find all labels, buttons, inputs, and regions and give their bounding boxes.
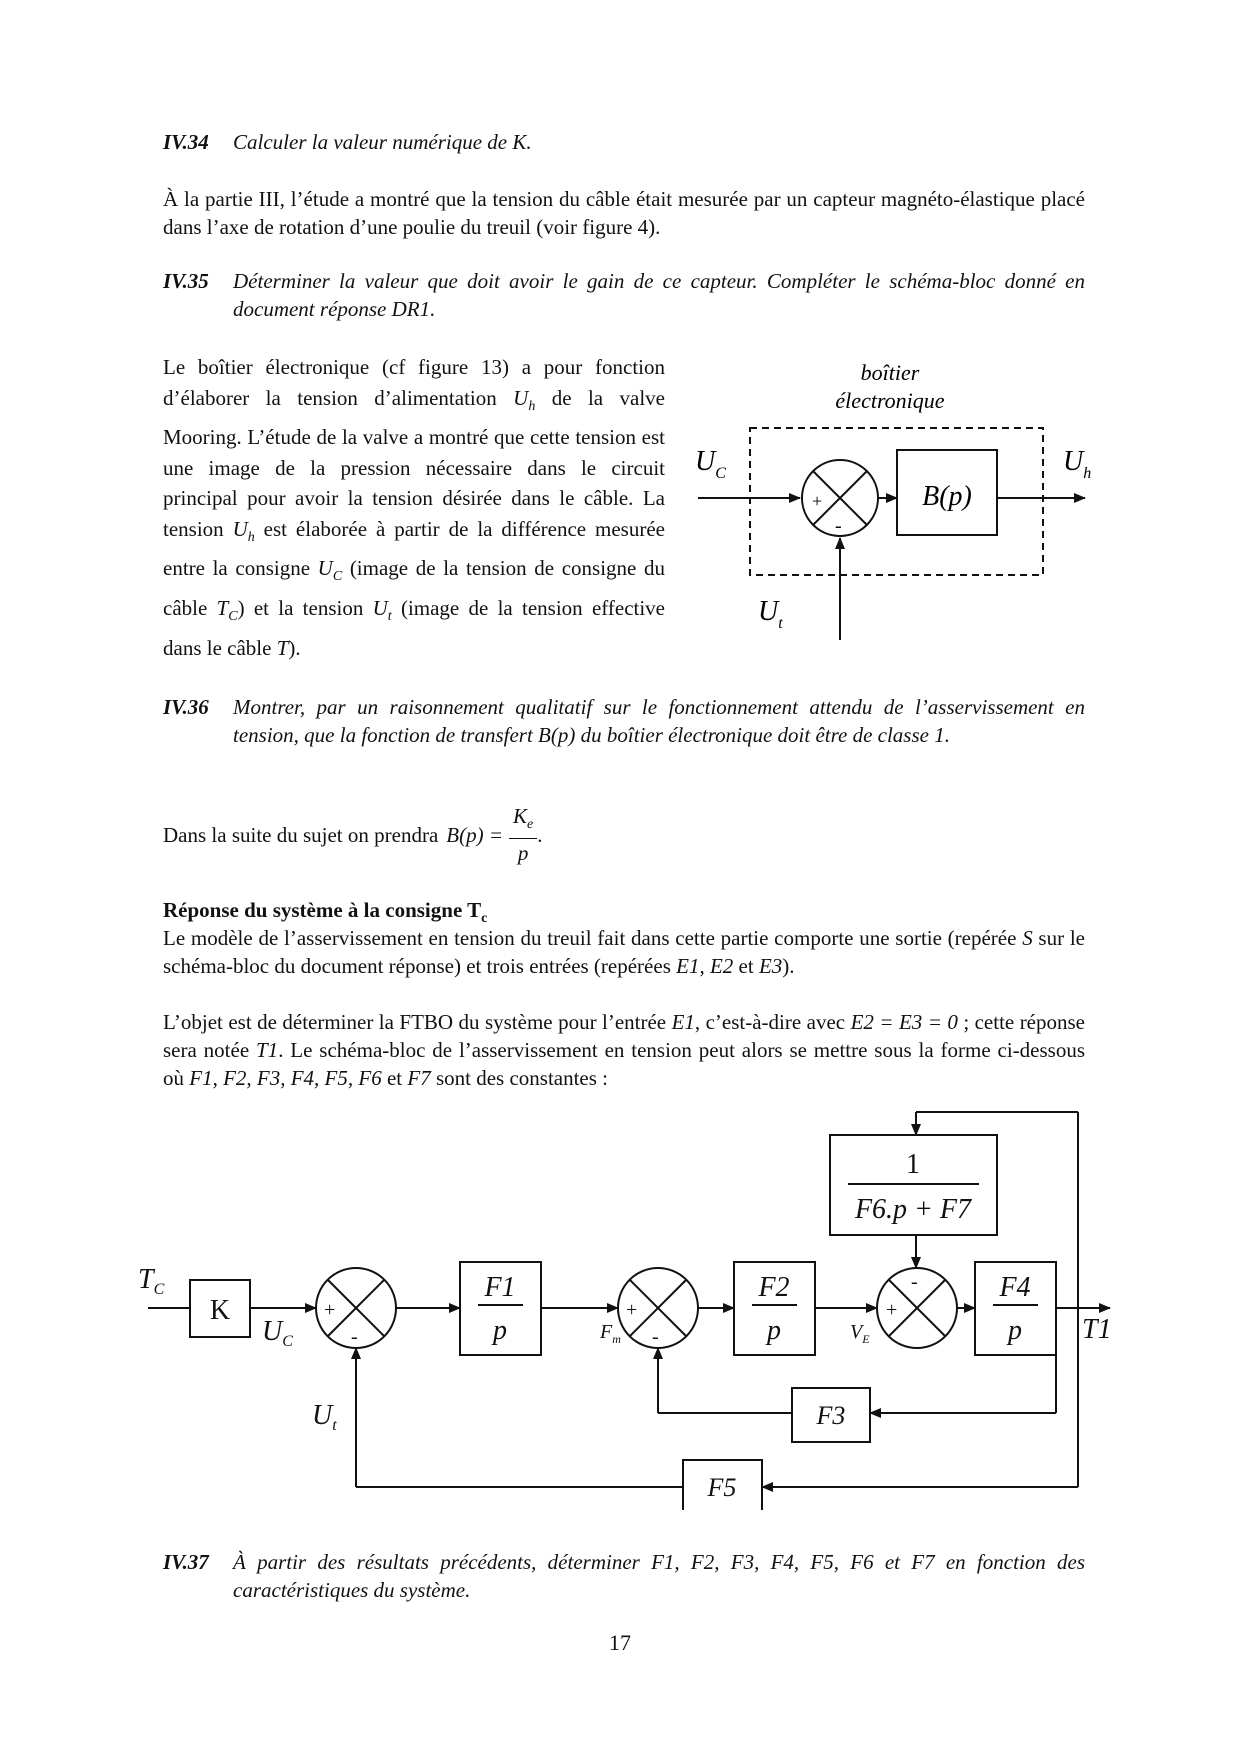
question-text: Déterminer la valeur que doit avoir le gain de ce capteur. Compléter le schéma-bloc donné en document réponse DR1.: [233, 269, 1085, 321]
page-number: 17: [609, 1630, 631, 1655]
svg-text:+: +: [886, 1299, 898, 1321]
label-t1: T1: [1082, 1314, 1112, 1345]
svg-text:+: +: [324, 1299, 336, 1321]
paragraph-model: Le modèle de l’asservissement en tension du treuil fait dans cette partie comporte une sortie (repérée S sur le schéma-bloc du document réponse) et trois entrées (repérées E1, E2 et E3).: [163, 926, 1085, 978]
boitier-diagram: [680, 350, 1120, 660]
f1-num: F1: [484, 1272, 516, 1303]
block-diagram: [0, 1090, 1240, 1510]
question-iv35: [163, 267, 1085, 323]
question-number: IV.36: [163, 695, 209, 719]
section-title: Réponse du système à la consigne $T_c$: [163, 898, 488, 927]
question-text: Montrer, par un raisonnement qualitatif sur le fonctionnement attendu de l’asservissement en tension, que la fonction de transfert B(p) du boîtier électronique doit être de classe 1.: [233, 695, 1085, 747]
block-f5-label: F5: [707, 1473, 737, 1502]
f4-num: F4: [999, 1272, 1031, 1303]
formula-line: Dans la suite du sujet on prendra B(p) = $\frac{K_e}{p}$ .: [163, 803, 543, 866]
block-b-p-label: B(p): [922, 481, 972, 512]
label-fm: $F_m$: [600, 1321, 621, 1346]
label-uc: $U_C$: [262, 1316, 293, 1350]
question-number: IV.34: [163, 130, 209, 154]
question-number: IV.37: [163, 1550, 209, 1574]
question-iv34: [163, 128, 1085, 156]
question-iv36: [163, 693, 1085, 749]
block-f3-label: F3: [816, 1401, 846, 1430]
question-number: IV.35: [163, 269, 209, 293]
boitier-title-2: électronique: [835, 388, 945, 413]
label-tc: $T_C$: [138, 1264, 165, 1298]
label-ut: $U_t$: [758, 596, 783, 632]
question-iv37: [163, 1548, 1085, 1604]
minus-sign: -: [835, 515, 842, 537]
f1-den: p: [493, 1315, 507, 1346]
fraction-ke-over-p: $\frac{K_e}{p}$: [509, 803, 537, 867]
label-uc: $U_C$: [695, 446, 726, 482]
block-k-label: K: [209, 1295, 231, 1326]
plus-sign: +: [812, 491, 823, 511]
question-text: À partir des résultats précédents, déterminer F1, F2, F3, F4, F5, F6 et F7 en fonction des caractéristiques du système.: [233, 1550, 1085, 1602]
question-text: Calculer la valeur numérique de K.: [233, 130, 532, 154]
f2-den: p: [767, 1315, 781, 1346]
label-uh: $U_h$: [1063, 446, 1092, 482]
svg-text:-: -: [351, 1326, 358, 1348]
paragraph-boitier: Le boîtier électronique (cf figure 13) a pour fonction d’élaborer la tension d’alimentation $U_h$ de la valve Mooring. L’étude de la valve a montré que cette tension est une image de la pression nécessaire dans le circuit principal pour avoir la tension désirée dans le câble. La tension $U_h$ est élaborée à partir de la différence mesurée entre la consigne $U_C$ (image de la tension de consigne du câble $T_C$) et la tension $U_t$ (image de la tension effective dans le câble T).: [163, 355, 666, 660]
f4-den: p: [1008, 1315, 1022, 1346]
label-ve: $V_E$: [850, 1321, 870, 1346]
feedback-den: F6.p + F7: [854, 1194, 972, 1225]
feedback-num: 1: [906, 1149, 920, 1180]
paragraph-ftbo: L’objet est de déterminer la FTBO du système pour l’entrée E1, c’est-à-dire avec E2 = E3 = 0 ; cette réponse sera notée T1. Le schéma-bloc de l’asservissement en tension peut alors se mettre sous la forme ci-dessous où F1, F2, F3, F4, F5, F6 et F7 sont des constantes :: [163, 1010, 1085, 1090]
paragraph-sensor: À la partie III, l’étude a montré que la tension du câble était mesurée par un capteur magnéto-élastique placé dans l’axe de rotation d’une poulie du treuil (voir figure 4).: [163, 187, 1085, 239]
svg-text:-: -: [652, 1326, 659, 1348]
label-ut: $U_t$: [312, 1400, 337, 1434]
f2-num: F2: [758, 1272, 790, 1303]
svg-text:+: +: [626, 1299, 638, 1321]
boitier-title-1: boîtier: [860, 360, 920, 385]
svg-text:-: -: [911, 1271, 918, 1293]
